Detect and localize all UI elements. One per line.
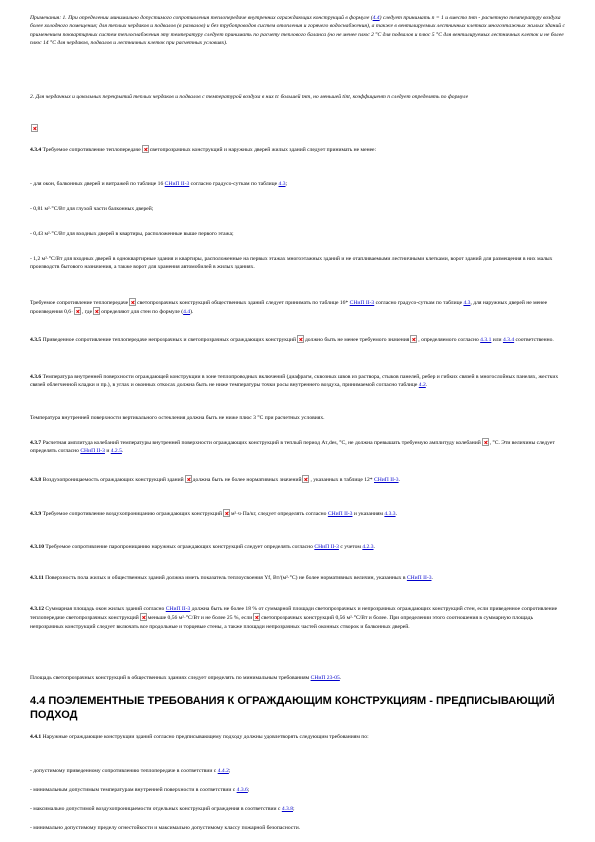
text: . [395, 511, 397, 517]
link-snip-23-05[interactable]: СНиП 23-05 [310, 675, 340, 681]
paragraph-4-3-6 [30, 373, 565, 390]
link-4-2-3[interactable]: 4.2.3 [362, 544, 374, 550]
list-item: - 0,43 м²·°С/Вт для входных дверей в квартиры, расположенные выше первого этажа; [30, 231, 234, 237]
text: , указанных в таблице 12* [310, 477, 374, 483]
requirement-3 [30, 805, 565, 813]
section-number: 4.3.7 [30, 440, 42, 446]
text: - минимальным допустимым температурам внутренней поверхности в соответствии с [30, 787, 237, 793]
list-item [30, 180, 565, 188]
paragraph [30, 674, 565, 682]
text: , где [81, 309, 93, 316]
text: и указаниям [352, 511, 385, 517]
text: ; [293, 806, 295, 812]
list-item: - минимально допустимому пределу огнестойкости и максимально допустимому классу пожарной безопасности. [30, 825, 301, 831]
broken-image-icon [74, 307, 81, 315]
text: светопрозрачных конструкций общественных зданий следует принимать по таблице 16* [137, 300, 350, 306]
text: , для наружных дверей не менее произведения 0,6· [30, 300, 548, 316]
link-table-4-3[interactable]: 4.3 [463, 300, 471, 306]
paragraph-4-3-12 [30, 605, 565, 631]
broken-image-icon [31, 124, 38, 132]
text: Расчетная амплитуда колебаний температуры внутренней поверхности ограждающих конструкций в теплый период Aτ,des, °С, не должна превышать требуемую амплитуду колебаний [42, 440, 481, 446]
link-table-4-3[interactable]: 4.3 [278, 181, 286, 187]
list-item [30, 767, 565, 775]
section-4-3-12 [30, 605, 565, 631]
section-4-3-5 [30, 335, 565, 344]
note-1 [30, 14, 565, 48]
bullet-single-family [30, 255, 565, 272]
section-number: 4.3.12 [30, 606, 44, 612]
link-snip[interactable]: СНиП II-3 [164, 181, 190, 187]
text: Поверхность пола жилых и общественных зданий должна иметь показатель теплоусвоения Yf, Вт/(м²·°С) не более нормативных величин, указанных в [45, 575, 407, 581]
paragraph-4-3-10 [30, 543, 565, 551]
text: Приведенное сопротивление теплопередаче непрозрачных и светопрозрачных ограждающих конструкций [42, 337, 296, 343]
link-snip[interactable]: СНиП II-3 [80, 448, 105, 455]
text: м²·ч·Па/кг, следует определять согласно [230, 511, 328, 517]
text: . [398, 477, 400, 483]
link-formula-4-4[interactable]: 4.4 [183, 309, 191, 316]
link-snip[interactable]: СНиП II-3 [327, 511, 353, 517]
section-number: 4.3.10 [30, 544, 44, 550]
text: должно быть не менее требуемого значения [304, 337, 410, 343]
section-number: 4.3.8 [30, 477, 42, 483]
section-4-3-7 [30, 438, 565, 456]
paragraph-4-3-4 [30, 145, 565, 154]
text: Требуемое сопротивление теплопередаче [30, 300, 129, 306]
text: . [373, 544, 375, 550]
broken-image-icon [302, 475, 309, 483]
section-number: 4.3.11 [30, 575, 44, 581]
text: меньше 0,56 м²·°С/Вт и не более 25 %, если [147, 615, 253, 622]
paragraph-4-4-1 [30, 733, 565, 741]
section-4-3-11 [30, 574, 565, 582]
text: . [121, 448, 124, 455]
broken-image-icon [253, 613, 260, 621]
text: - для окон, балконных дверей и витражей по таблице 16 [30, 181, 165, 187]
section-4-3-9 [30, 509, 565, 518]
bullet-windows [30, 180, 565, 188]
section-number: 4.3.5 [30, 337, 42, 343]
text: должна быть не более нормативных значений [192, 477, 302, 483]
formula-image-block [30, 117, 565, 135]
text: . [431, 575, 433, 581]
broken-image-icon [297, 335, 304, 343]
text: , определяемого согласно [418, 337, 481, 343]
paragraph-4-3-11 [30, 574, 565, 582]
text: Воздухопроницаемость ограждающих конструкций зданий [42, 477, 184, 483]
text: с учетом [338, 544, 363, 550]
text: должна быть не более 18 % от суммарной площади светопрозрачных и непрозрачных ограждающих конструкций стен, если приведенное сопротивление теплопередаче светопрозрачных конструкций [30, 606, 558, 622]
link-table-4-2[interactable]: 4.2 [418, 382, 426, 389]
list-item [30, 786, 565, 794]
paragraph-4-3-7 [30, 438, 565, 456]
public-buildings-paragraph [30, 298, 565, 317]
link-snip[interactable]: СНиП II-3 [165, 606, 191, 612]
text: . [425, 382, 428, 389]
text: определяют для стен по формуле ( [101, 309, 184, 316]
link-formula-4-4[interactable]: 4.4 [372, 15, 380, 21]
link-4-2-5[interactable]: 4.2.5 [110, 448, 122, 455]
link-snip[interactable]: СНиП II-3 [314, 544, 339, 550]
list-item: - 1,2 м²·°С/Вт для входных дверей в одноквартирные здания и квартиры, расположенные на первых этажах многоэтажных зданий и не отапливаемыми лестничными клетками, ворот зданий для размещения в них малых производств бытового назначения, а также ворот для хранения автомобилей в жилых зданиях. [30, 256, 553, 271]
text: Суммарная площадь окон жилых зданий согласно [45, 606, 166, 612]
section-4-3-6 [30, 373, 565, 390]
requirement-1 [30, 767, 565, 775]
note-2-block [30, 93, 565, 101]
broken-image-icon [185, 475, 192, 483]
section-4-4-1 [30, 733, 565, 741]
link-4-3-4[interactable]: 4.3.4 [502, 337, 515, 343]
paragraph-4-3-8 [30, 475, 565, 484]
section-number: 4.3.9 [30, 511, 42, 517]
text: ; [247, 787, 250, 793]
text: Требуемое сопротивление теплопередаче [42, 147, 141, 153]
text: ; [228, 768, 231, 774]
glazing-temperature-paragraph [30, 414, 565, 422]
text: Температура внутренней поверхности ограждающей конструкции в зоне теплопроводных включений (диафрагм, сквозных швов из раствора, стыков панелей, ребер и гибких связей в многослойных панелях, жестких связей облегченной кладки и пр.), в углах и оконных откосах должна быть не ниже температуры точки росы внутреннего воздуха, принимаемой согласно таблице [30, 374, 559, 389]
text: Наружные ограждающие конструкции зданий согласно предписывающему подходу должны удовлетворять следующим требованиям по: [42, 734, 369, 740]
notes-block [30, 14, 565, 48]
section-4-3-10 [30, 543, 565, 551]
text: - допустимому приведенному сопротивлению теплопередаче в соответствии с [30, 768, 218, 774]
link-snip[interactable]: СНиП II-3 [406, 575, 432, 581]
link-4-3-1[interactable]: 4.3.1 [480, 337, 492, 343]
section-4-3-4 [30, 145, 565, 154]
section-number: 4.3.4 [30, 147, 42, 153]
requirement-2 [30, 786, 565, 794]
text: или [491, 337, 503, 343]
text: Требуемое сопротивление воздухопроницанию ограждающих конструкций [42, 511, 222, 517]
requirement-4 [30, 824, 565, 832]
link-snip[interactable]: СНиП II-3 [374, 477, 399, 483]
text: - максимально допустимой воздухопроницаемости отдельных конструкций ограждения в соответствии с [30, 806, 282, 812]
text: Требуемое сопротивление паропроницанию наружных ограждающих конструкций следует определять согласно [45, 544, 315, 550]
text: Площадь светопрозрачных конструкций в общественных зданиях следует определять по минимальным требованиям [30, 675, 311, 681]
link-4-3-3[interactable]: 4.3.3 [384, 511, 396, 517]
bullet-entry-doors [30, 230, 565, 238]
list-item: - 0,81 м²·°С/Вт для глухой части балконных дверей; [30, 206, 154, 212]
text: согласно градусо-суткам по таблице [374, 300, 464, 306]
broken-image-icon [410, 335, 417, 343]
section-heading: 4.4 ПОЭЛЕМЕНТНЫЕ ТРЕБОВАНИЯ К ОГРАЖДАЮЩИМ КОНСТРУКЦИЯМ - ПРЕДПИСЫВАЮЩИЙ ПОДХОД [30, 695, 555, 721]
note-1-text: Примечания: 1. При определении минимально допустимого сопротивления теплопередаче внутренних ограждающих конструкций в формуле ( [30, 15, 373, 21]
text: согласно градусо-суткам по таблице [189, 181, 279, 187]
broken-image-icon [93, 307, 100, 315]
list-item [30, 805, 565, 813]
paragraph-4-3-9 [30, 509, 565, 518]
broken-image-icon [140, 613, 147, 621]
link-4-4-2[interactable]: 4.4.2 [217, 768, 229, 774]
note-2: 2. Для чердачных и цокольных перекрытий теплых чердаков и подвалов с температурой воздуха в них tc большей tнт, но меньшей tint, коэффициент n следует определять по формуле [30, 94, 469, 100]
section-4-3-8 [30, 475, 565, 484]
broken-image-icon [142, 145, 149, 153]
text: соответственно. [514, 337, 554, 343]
bullet-balcony [30, 205, 565, 213]
text: , °С. Эти величины следует определять согласно [30, 440, 555, 455]
section-4-4-heading-block [30, 695, 565, 722]
section-number: 4.3.6 [30, 374, 42, 380]
section-number: 4.4.1 [30, 734, 42, 740]
broken-image-icon [482, 438, 489, 446]
text: светопрозрачных конструкций 0,56 м²·°С/Вт и более. При определении этого соотношения в суммарную площадь непрозрачных конструкций следует включать все продольные и торцевые стены, а также площади непрозрачных частей оконных створок и балконных дверей. [30, 615, 534, 630]
broken-image-icon [223, 509, 230, 517]
paragraph-4-3-5 [30, 335, 565, 344]
broken-image-icon [129, 298, 136, 306]
text: светопрозрачных конструкций и наружных дверей жилых зданий следует принимать не менее: [149, 147, 377, 153]
text: ; [285, 181, 288, 187]
text: и [104, 448, 111, 455]
link-4-3-8[interactable]: 4.3.8 [281, 806, 293, 812]
paragraph: Температура внутренней поверхности вертикального остекления должна быть не ниже плюс 3 °С при расчетных условиях. [30, 415, 325, 421]
link-4-3-6[interactable]: 4.3.6 [236, 787, 248, 793]
link-snip[interactable]: СНиП II-3 [349, 300, 375, 306]
paragraph [30, 298, 565, 317]
note-1-text-end: ) следует принимать n = 1 и вместо tнт - расчетную температуру воздуха более холодного помещения; для теплых чердаков и подвалов (в развалов) и без трубопроводов систем отопления и горячего водоснабжения), а также в вентилируемых лестничных клетках многоэтажных жилых зданий с применением поквартирных систем теплоснабжения эту температуру следует принимать по расчету теплового баланса (но не менее плюс 2 °С для подвалов и плюс 5 °С для вентилируемых лестничных клеток и не более плюс 14 °С для чердаков, подвалов и лестничных клеток при расчетных условиях). [30, 15, 565, 47]
public-glazing-paragraph [30, 674, 565, 682]
text: . [339, 675, 342, 681]
text: ). [190, 309, 194, 316]
